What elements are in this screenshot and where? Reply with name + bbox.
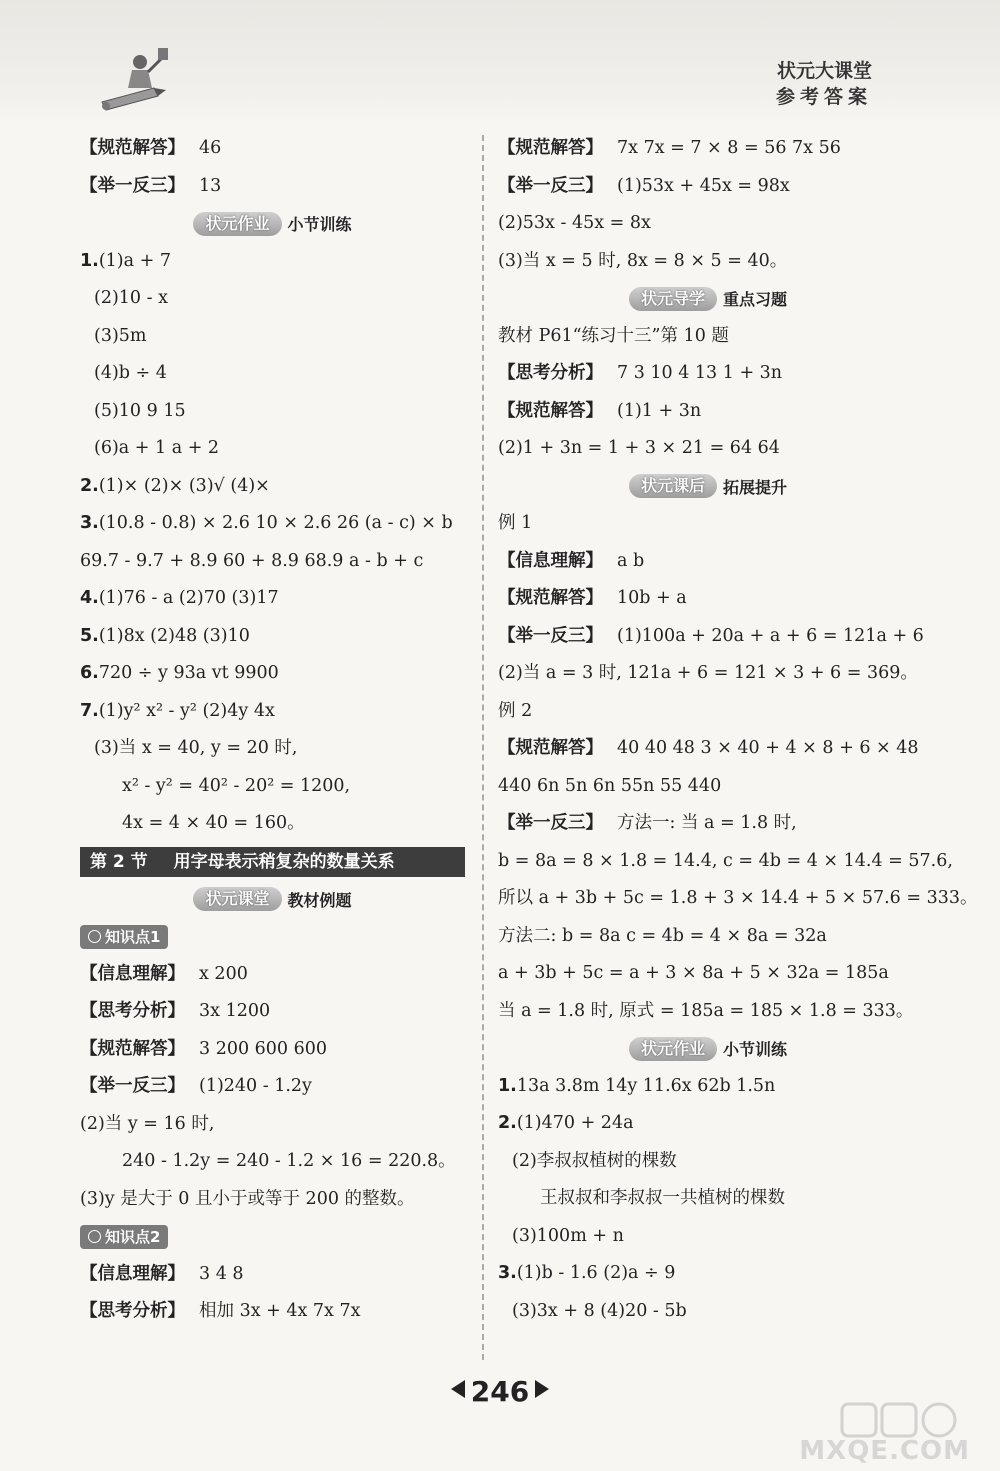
question-number: 4. (80, 588, 99, 608)
answer-line: b = 8a = 8 × 1.8 = 14.4, c = 4b = 4 × 14.4 = 57.6, (498, 850, 953, 871)
answer-line: x² - y² = 40² - 20² = 1200, (122, 775, 351, 796)
left-arrow-icon (451, 1380, 465, 1398)
question-row (80, 468, 465, 506)
answer-tag: 【思考分析】 (80, 1301, 185, 1321)
question-row (498, 1068, 918, 1106)
answer-text: 3 4 8 (199, 1263, 244, 1284)
banner-badge: 状元课堂 (193, 887, 281, 911)
question-row (80, 618, 465, 656)
answer-line: (3)当 x = 5 时, 8x = 8 × 5 = 40。 (498, 250, 788, 271)
answer-text: 方法一: 当 a = 1.8 时, (617, 813, 797, 833)
answer-row (498, 543, 918, 581)
section-heading (80, 847, 465, 877)
answer-line: 69.7 - 9.7 + 8.9 60 + 8.9 68.9 a - b + c (80, 550, 424, 571)
section-banner (80, 881, 465, 919)
answer-text: 13a 3.8m 14y 11.6x 62b 1.5n (516, 1075, 776, 1096)
answer-text: (1)240 - 1.2y (199, 1076, 312, 1096)
question-row (80, 655, 465, 693)
banner-label: 拓展提升 (723, 477, 788, 497)
answer-line: (5)10 9 15 (94, 400, 186, 421)
watermark-logo-icon (840, 1400, 960, 1440)
answer-tag: 【规范解答】 (498, 138, 603, 158)
answer-row (80, 1031, 465, 1069)
answer-line: (3)5m (94, 325, 147, 346)
answer-text: 相加 3x + 4x 7x 7x (199, 1301, 361, 1321)
question-number: 5. (80, 625, 99, 646)
question-number: 3. (80, 513, 99, 533)
answer-tag: 【举一反三】 (498, 625, 603, 646)
banner-label: 小节训练 (287, 215, 352, 235)
watermark-url: MXQE.COM (799, 1436, 970, 1466)
section-banner (498, 468, 918, 506)
answer-line: (3)当 x = 40, y = 20 时, (94, 738, 298, 758)
answer-line: (2)1 + 3n = 1 + 3 × 21 = 64 64 (498, 438, 780, 458)
answer-line: 方法二: b = 8a c = 4b = 4 × 8a = 32a (498, 925, 827, 946)
banner-badge: 状元作业 (193, 212, 281, 236)
circle-icon (88, 1230, 101, 1243)
textbook-reference: 教材 P61“练习十三”第 10 题 (498, 325, 729, 346)
right-column (498, 130, 978, 1330)
knowledge-point-label: 知识点2 (105, 1227, 161, 1246)
answer-line: (2)10 - x (94, 288, 168, 308)
answer-line: (3)100m + n (512, 1225, 624, 1246)
answer-line: (3)y 是大于 0 且小于或等于 200 的整数。 (80, 1188, 415, 1209)
knowledge-point (80, 918, 465, 956)
page-header (0, 0, 1000, 125)
left-column (80, 130, 465, 1331)
section-title: 用字母表示稍复杂的数量关系 (173, 851, 395, 872)
knowledge-point-label: 知识点1 (105, 927, 161, 946)
answer-text: (1)8x (2)48 (3)10 (98, 625, 250, 646)
answer-line: (4)b ÷ 4 (94, 363, 167, 383)
answer-text: (10.8 - 0.8) × 2.6 10 × 2.6 26 (a - c) × b (98, 513, 453, 533)
answer-row (80, 1256, 465, 1294)
question-number: 7. (80, 700, 99, 721)
question-row (80, 243, 465, 281)
section-banner (80, 205, 465, 243)
answer-row (80, 956, 465, 994)
watermark (790, 1400, 970, 1468)
book-title (776, 58, 872, 110)
answer-text: (1)100a + 20a + a + 6 = 121a + 6 (617, 625, 924, 646)
answer-tag: 【举一反三】 (498, 175, 603, 196)
answer-tag: 【思考分析】 (80, 1001, 185, 1021)
answer-text: 3x 1200 (199, 1001, 271, 1021)
answer-line: a + 3b + 5c = a + 3 × 8a + 5 × 32a = 185a (498, 963, 889, 983)
column-divider (482, 135, 484, 1360)
answer-line: 440 6n 5n 6n 55n 55 440 (498, 775, 722, 796)
answer-line: (2)当 a = 3 时, 121a + 6 = 121 × 3 + 6 = 369。 (498, 663, 918, 683)
book-title-main: 状元大课堂 (776, 60, 872, 82)
answer-line: (6)a + 1 a + 2 (94, 438, 220, 458)
answer-text: (1)1 + 3n (617, 400, 702, 421)
banner-badge: 状元课后 (629, 474, 717, 498)
answer-tag: 【信息理解】 (498, 550, 603, 571)
answer-text: 10b + a (617, 588, 687, 608)
question-row (498, 1255, 918, 1293)
answer-tag: 【信息理解】 (80, 963, 185, 984)
answer-tag: 【举一反三】 (80, 1076, 185, 1096)
answer-row (498, 393, 918, 431)
question-row (80, 693, 465, 731)
answer-text: 7 3 10 4 13 1 + 3n (617, 363, 783, 383)
answer-row (498, 730, 918, 768)
right-arrow-icon (535, 1380, 549, 1398)
banner-badge: 状元导学 (629, 287, 717, 311)
answer-row (80, 1068, 465, 1106)
question-number: 3. (498, 1263, 517, 1283)
answer-text: (1)a + 7 (98, 250, 171, 271)
answer-line: (2)当 y = 16 时, (80, 1113, 215, 1134)
answer-text: 46 (199, 138, 222, 158)
question-number: 2. (80, 475, 99, 496)
answer-text: (1)y² x² - y² (2)4y 4x (98, 700, 275, 721)
answer-tag: 【规范解答】 (80, 138, 185, 158)
question-number: 2. (498, 1113, 517, 1133)
mascot-pencil-icon (92, 40, 172, 120)
answer-tag: 【举一反三】 (498, 813, 603, 833)
answer-line: (2)李叔叔植树的棵数 (512, 1150, 677, 1171)
answer-tag: 【信息理解】 (80, 1263, 185, 1284)
knowledge-point-badge (80, 1225, 168, 1249)
answer-row (498, 618, 924, 656)
question-number: 1. (80, 250, 99, 271)
answer-line: 当 a = 1.8 时, 原式 = 185a = 185 × 1.8 = 333。 (498, 1000, 914, 1021)
answer-text: 13 (199, 175, 222, 196)
answer-text: (1)53x + 45x = 98x (617, 175, 790, 196)
banner-label: 教材例题 (287, 890, 352, 910)
answer-row (498, 580, 918, 618)
answer-row (80, 993, 465, 1031)
answer-line: 王叔叔和李叔叔一共植树的棵数 (540, 1188, 785, 1208)
answer-tag: 【举一反三】 (80, 175, 185, 196)
question-number: 6. (80, 663, 99, 683)
answer-tag: 【规范解答】 (498, 588, 603, 608)
answer-text: 7x 7x = 7 × 8 = 56 7x 56 (617, 138, 841, 158)
answer-line: 240 - 1.2y = 240 - 1.2 × 16 = 220.8。 (122, 1151, 456, 1171)
page-number-text: 246 (470, 1375, 530, 1408)
question-row (498, 1105, 918, 1143)
answer-row (80, 130, 465, 168)
answer-row (498, 130, 918, 168)
answer-row (498, 355, 918, 393)
book-title-sub: 参考答案 (775, 86, 872, 108)
knowledge-point (80, 1218, 465, 1256)
answer-line: 4x = 4 × 40 = 160。 (122, 813, 305, 833)
answer-tag: 【规范解答】 (498, 738, 603, 758)
answer-row (80, 1293, 465, 1331)
banner-badge: 状元作业 (629, 1037, 717, 1061)
answer-text: 40 40 48 3 × 40 + 4 × 8 + 6 × 48 (617, 738, 919, 758)
answer-text: 720 ÷ y 93a vt 9900 (98, 663, 279, 683)
answer-tag: 【规范解答】 (80, 1038, 185, 1059)
answer-tag: 【规范解答】 (498, 400, 603, 421)
answer-text: (1)× (2)× (3)√ (4)× (98, 475, 270, 496)
answer-row (498, 168, 918, 206)
banner-label: 重点习题 (723, 290, 788, 310)
answer-text: x 200 (199, 963, 248, 984)
answer-row (498, 805, 918, 843)
section-banner (498, 280, 918, 318)
answer-text: (1)76 - a (2)70 (3)17 (98, 588, 279, 608)
circle-icon (88, 930, 101, 943)
answer-text: 3 200 600 600 (199, 1038, 328, 1059)
question-row (80, 580, 465, 618)
answer-line: (2)53x - 45x = 8x (498, 213, 651, 233)
example-label: 例 2 (498, 700, 533, 721)
question-number: 1. (498, 1075, 517, 1096)
section-number: 第 2 节 (90, 851, 148, 872)
answer-line: 所以 a + 3b + 5c = 1.8 + 3 × 14.4 + 5 × 57.6 = 333。 (498, 888, 978, 908)
answer-row (80, 168, 465, 206)
answer-tag: 【思考分析】 (498, 363, 603, 383)
knowledge-point-badge (80, 925, 168, 949)
answer-line: (3)3x + 8 (4)20 - 5b (512, 1300, 687, 1321)
question-row (80, 505, 465, 543)
answer-text: a b (617, 550, 645, 571)
example-label: 例 1 (498, 513, 533, 533)
section-banner (498, 1030, 918, 1068)
banner-label: 小节训练 (723, 1040, 788, 1060)
answer-text: (1)b - 1.6 (2)a ÷ 9 (516, 1263, 676, 1283)
answer-text: (1)470 + 24a (516, 1113, 634, 1133)
